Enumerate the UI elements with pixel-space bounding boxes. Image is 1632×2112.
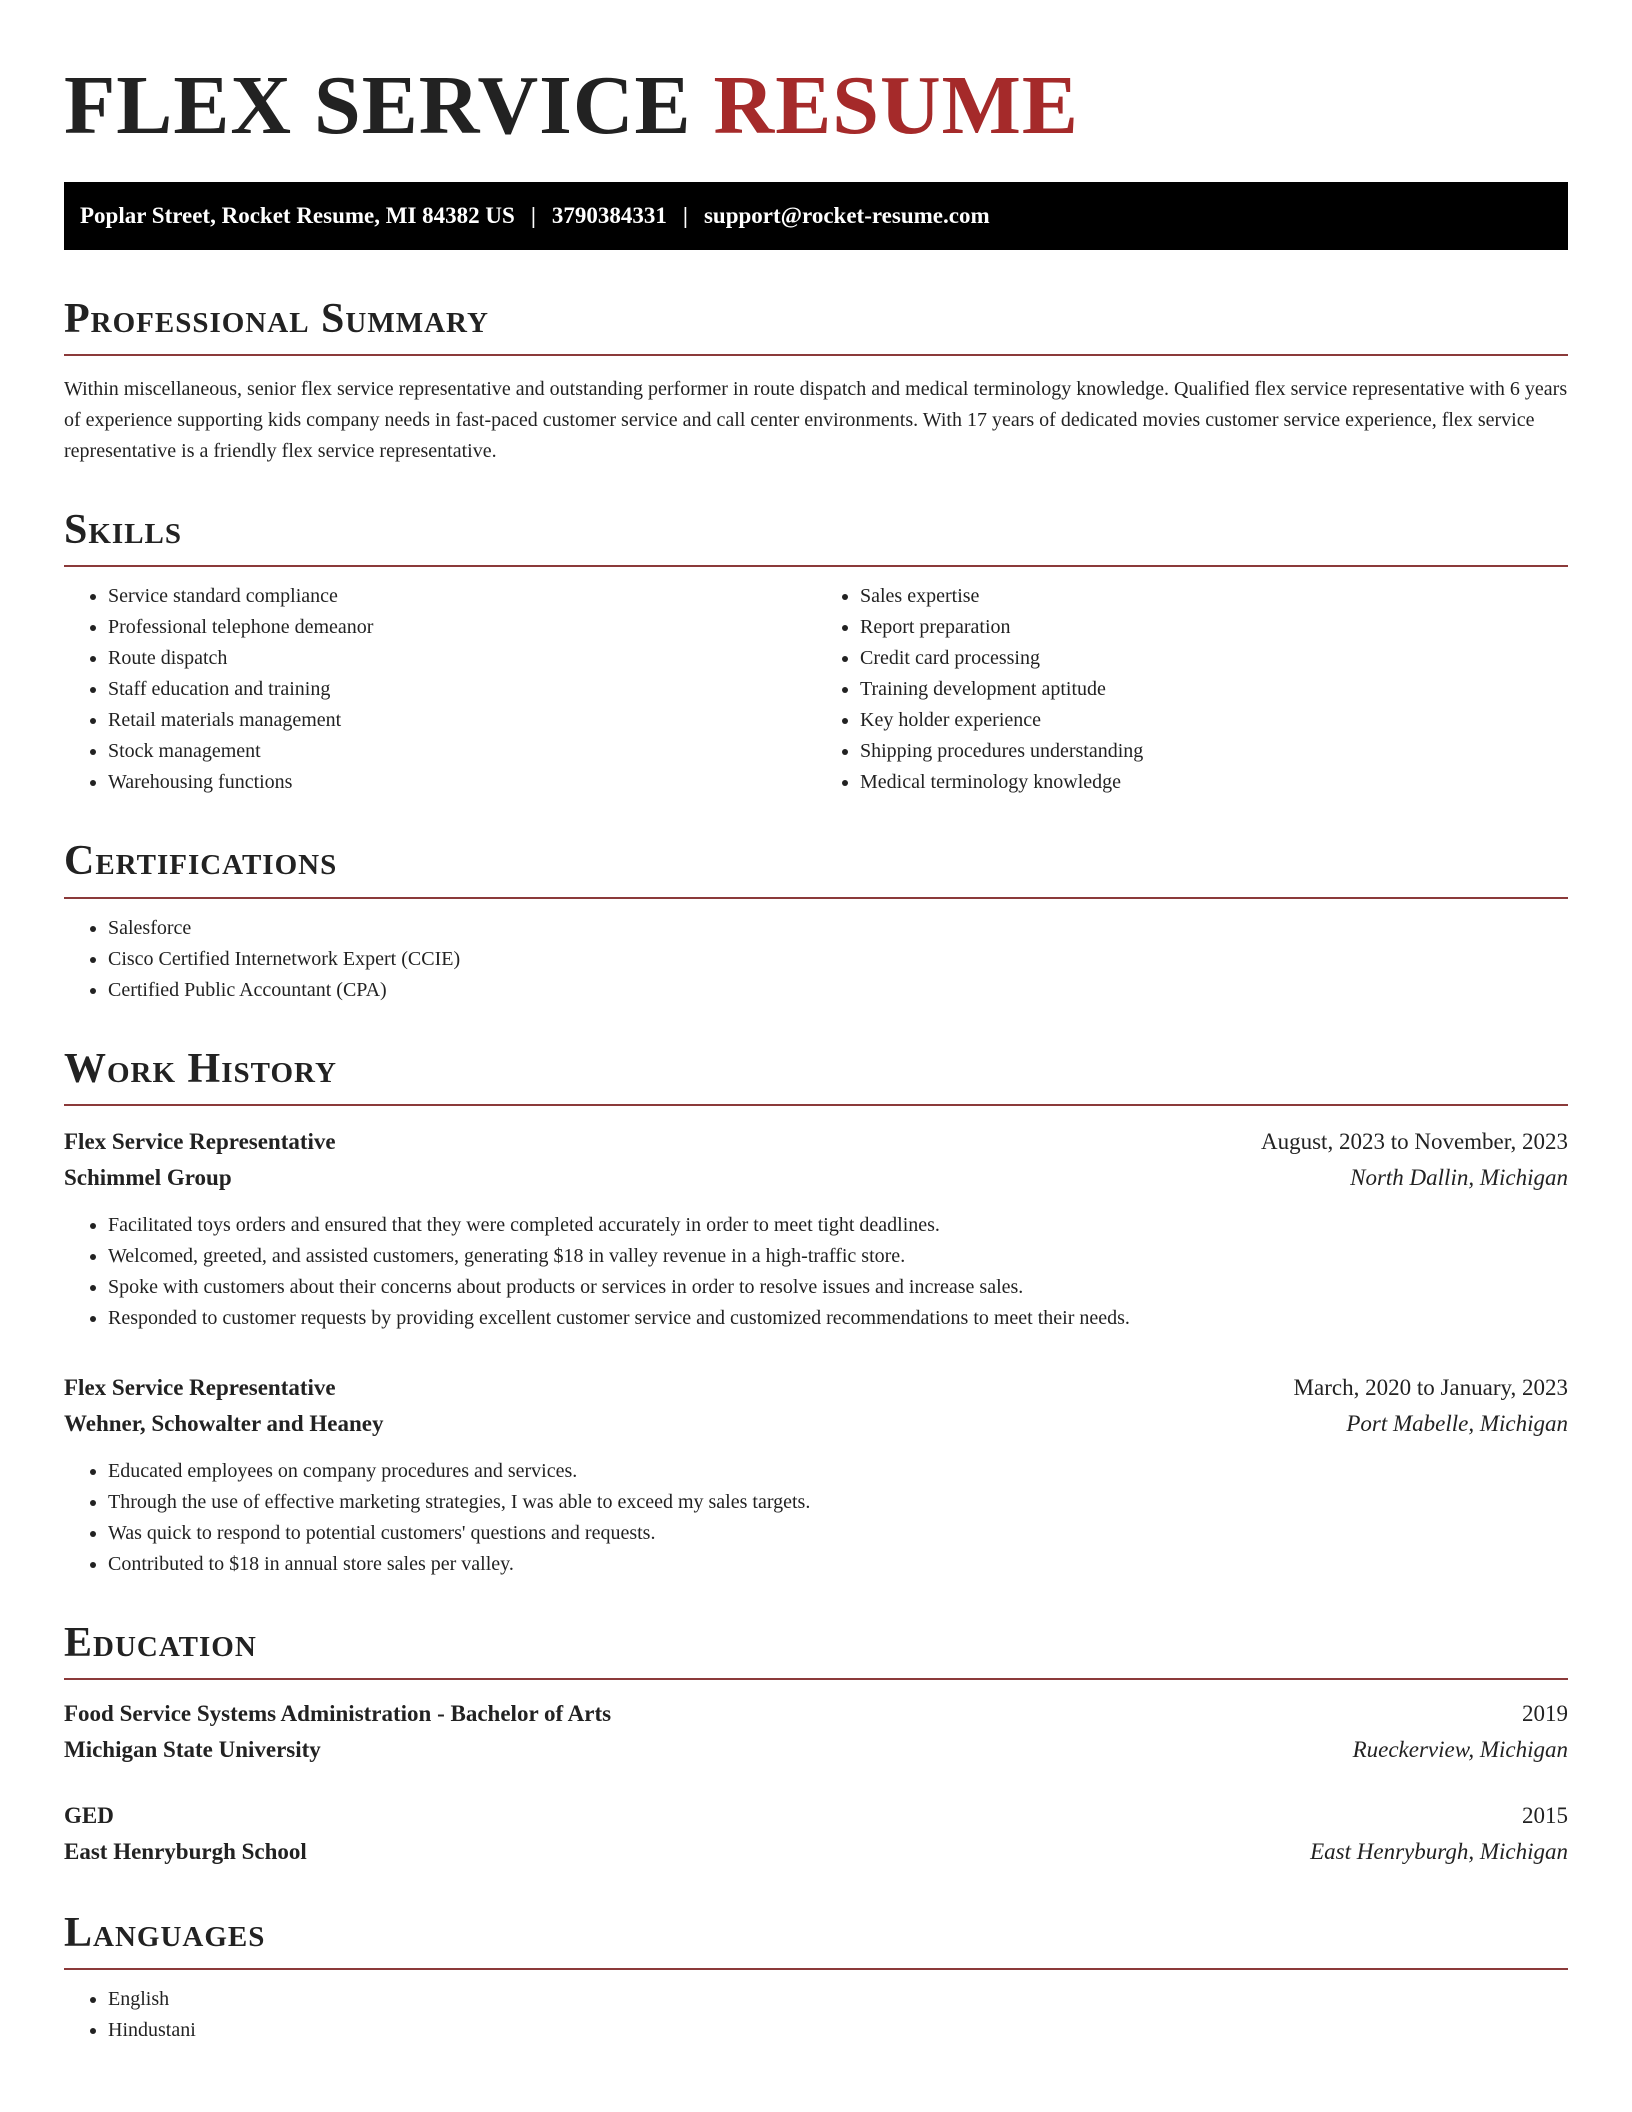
job-entry [64, 1124, 1568, 1334]
languages-heading: Languages [64, 1910, 1568, 1970]
skills-section [64, 507, 1568, 798]
skill-item: • Sales expertise [860, 581, 1568, 612]
language-item: • Hindustani [108, 2015, 1568, 2046]
languages-list [64, 1984, 1568, 2046]
skill-item: • Retail materials management [108, 705, 816, 736]
skills-heading: Skills [64, 507, 1568, 567]
job-title-row [64, 1370, 1568, 1406]
skills-list-left [64, 581, 816, 798]
skills-list-right [816, 581, 1568, 798]
contact-phone: 3790384331 [551, 203, 667, 228]
education-location: East Henryburgh, Michigan [1310, 1838, 1568, 1864]
skill-item: • Key holder experience [860, 705, 1568, 736]
education-entry [64, 1696, 1568, 1768]
skills-columns [64, 567, 1568, 798]
job-company: Wehner, Schowalter and Heaney [64, 1410, 384, 1436]
certifications-section [64, 838, 1568, 1005]
education-degree-row [64, 1798, 1568, 1834]
job-title-row [64, 1124, 1568, 1160]
skill-item: • Stock management [108, 736, 816, 767]
job-bullet: • Contributed to $18 in annual store sales per valley. [108, 1549, 1568, 1580]
certifications-list [64, 913, 1568, 1006]
skill-item: • Credit card processing [860, 643, 1568, 674]
education-school-row [64, 1732, 1568, 1768]
education-location: Rueckerview, Michigan [1352, 1736, 1568, 1762]
contact-email: support@rocket-resume.com [703, 203, 990, 228]
job-bullet: • Educated employees on company procedures and services. [108, 1456, 1568, 1487]
education-heading: Education [64, 1620, 1568, 1680]
job-location: North Dallin, Michigan [1350, 1164, 1568, 1190]
title-main: FLEX SERVICE [64, 59, 692, 152]
skill-item: • Route dispatch [108, 643, 816, 674]
job-company-row [64, 1160, 1568, 1196]
job-bullet: • Responded to customer requests by providing excellent customer service and customized recommendations to meet their needs. [108, 1303, 1568, 1334]
skill-item: • Staff education and training [108, 674, 816, 705]
education-entry [64, 1798, 1568, 1870]
contact-address: Poplar Street, Rocket Resume, MI 84382 US [80, 203, 515, 228]
job-company: Schimmel Group [64, 1164, 232, 1190]
job-bullet: • Was quick to respond to potential customers' questions and requests. [108, 1518, 1568, 1549]
job-bullets [64, 1210, 1568, 1334]
certification-item: • Certified Public Accountant (CPA) [108, 975, 1568, 1006]
title-accent: RESUME [713, 59, 1079, 152]
skill-item: • Training development aptitude [860, 674, 1568, 705]
education-year: 2019 [1522, 1700, 1568, 1726]
skill-item: • Medical terminology knowledge [860, 767, 1568, 798]
job-entry [64, 1370, 1568, 1580]
job-title: Flex Service Representative [64, 1374, 336, 1400]
job-bullet: • Through the use of effective marketing strategies, I was able to exceed my sales targets. [108, 1487, 1568, 1518]
education-year: 2015 [1522, 1802, 1568, 1828]
certification-item: • Salesforce [108, 913, 1568, 944]
skill-item: • Shipping procedures understanding [860, 736, 1568, 767]
skill-item: • Service standard compliance [108, 581, 816, 612]
education-degree: Food Service Systems Administration - Bachelor of Arts [64, 1700, 612, 1726]
job-dates: March, 2020 to January, 2023 [1293, 1374, 1568, 1400]
contact-separator: | [530, 203, 536, 228]
skill-item: • Report preparation [860, 612, 1568, 643]
job-bullet: • Facilitated toys orders and ensured that they were completed accurately in order to meet tight deadlines. [108, 1210, 1568, 1241]
resume-title [64, 59, 1568, 152]
education-degree-row [64, 1696, 1568, 1732]
summary-text: Within miscellaneous, senior flex service representative and outstanding performer in route dispatch and medical terminology knowledge. Qualified flex service representative with 6 years of experience supporting kids company needs in fast-paced customer service and call center environments. With 17 years of dedicated movies customer service experience, flex service representative is a friendly flex service representative. [64, 378, 1568, 463]
summary-heading: Professional Summary [64, 296, 1568, 356]
job-dates: August, 2023 to November, 2023 [1261, 1128, 1568, 1154]
summary-section [64, 296, 1568, 467]
job-location: Port Mabelle, Michigan [1346, 1410, 1568, 1436]
job-bullet: • Spoke with customers about their concerns about products or services in order to resolve issues and increase sales. [108, 1272, 1568, 1303]
work-history-section [64, 1046, 1568, 1580]
job-bullets [64, 1456, 1568, 1580]
job-bullet: • Welcomed, greeted, and assisted customers, generating $18 in valley revenue in a high-traffic store. [108, 1241, 1568, 1272]
education-school: Michigan State University [64, 1736, 321, 1762]
education-school-row [64, 1834, 1568, 1870]
education-school: East Henryburgh School [64, 1838, 307, 1864]
education-section [64, 1620, 1568, 1870]
contact-separator: | [682, 203, 688, 228]
work-history-heading: Work History [64, 1046, 1568, 1106]
certification-item: • Cisco Certified Internetwork Expert (CCIE) [108, 944, 1568, 975]
job-company-row [64, 1406, 1568, 1442]
contact-bar [64, 182, 1568, 250]
skill-item: • Professional telephone demeanor [108, 612, 816, 643]
job-title: Flex Service Representative [64, 1128, 336, 1154]
education-degree: GED [64, 1802, 114, 1828]
skill-item: • Warehousing functions [108, 767, 816, 798]
language-item: • English [108, 1984, 1568, 2015]
languages-section [64, 1910, 1568, 2046]
certifications-heading: Certifications [64, 838, 1568, 898]
